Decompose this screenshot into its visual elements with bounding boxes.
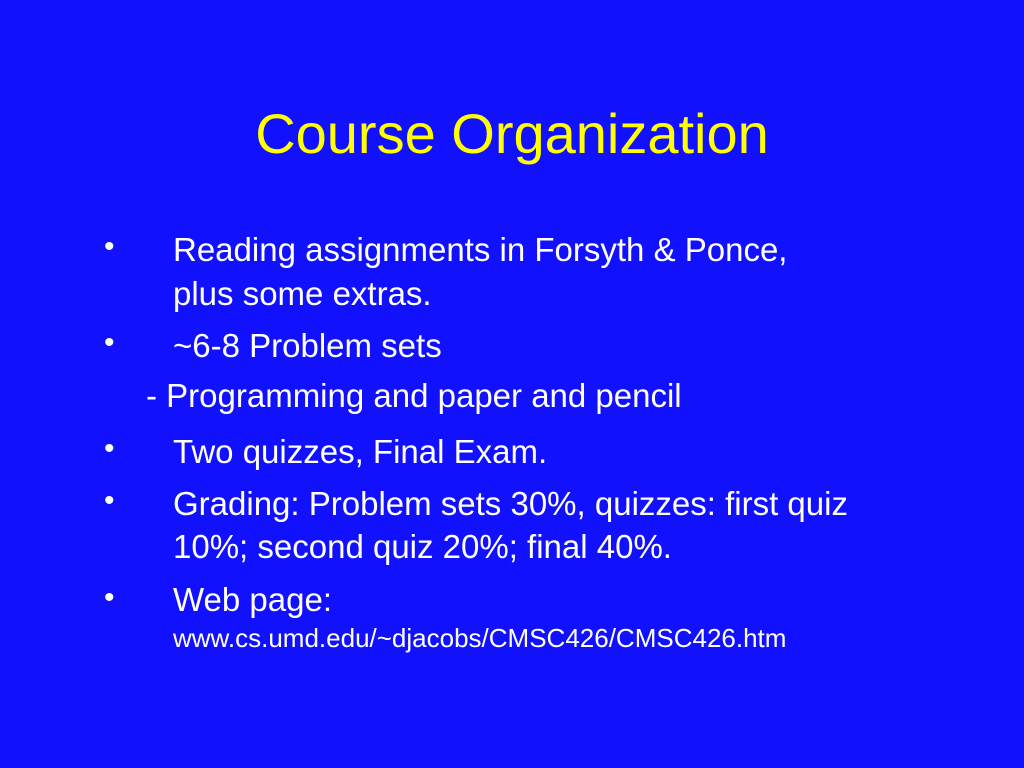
bullet-text-web-page: Web page: (173, 581, 333, 618)
bullet-marker: • (104, 581, 115, 614)
bullet-marker: • (104, 432, 115, 465)
bullet-marker: • (104, 326, 115, 359)
bullet-text-reading-line-1: Reading assignments in Forsyth & Ponce, (173, 231, 788, 268)
bullet-text-problem-sets: ~6-8 Problem sets (173, 327, 442, 364)
slide-title: Course Organization (255, 102, 769, 165)
bullet-marker: • (104, 230, 115, 263)
bullet-text-grading-line-2: 10%; second quiz 20%; final 40%. (173, 528, 672, 565)
bullet-text-grading-line-1: Grading: Problem sets 30%, quizzes: first quiz (173, 485, 848, 522)
bullet-marker: • (104, 484, 115, 517)
sub-item-programming: - Programming and paper and pencil (146, 377, 682, 414)
bullet-text-quizzes: Two quizzes, Final Exam. (173, 433, 548, 470)
bullet-text-reading-line-2: plus some extras. (173, 275, 432, 312)
web-page-url: www.cs.umd.edu/~djacobs/CMSC426/CMSC426.htm (173, 623, 787, 653)
